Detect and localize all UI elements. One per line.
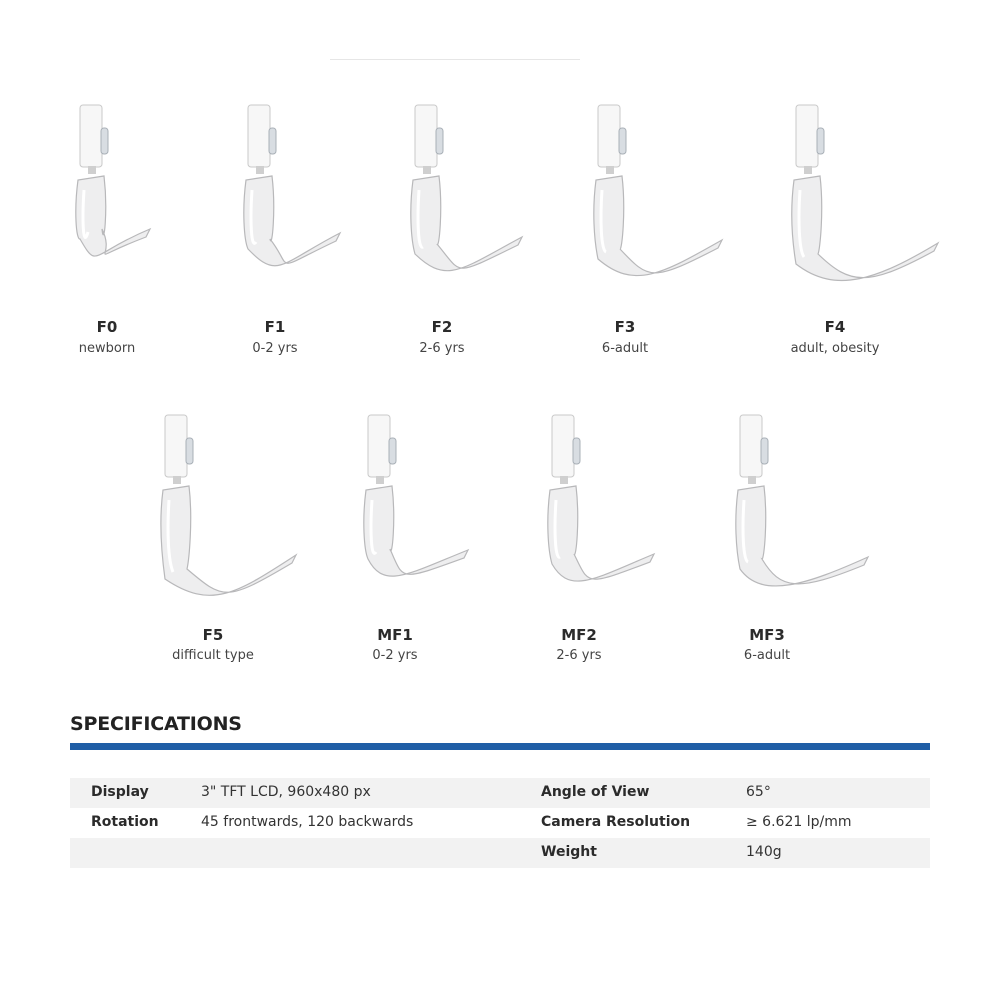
spec-label: Display (91, 784, 149, 800)
spec-label: Weight (541, 844, 597, 860)
blade-size-name: MF1 (377, 626, 413, 644)
blade-size-description: 2-6 yrs (419, 341, 465, 356)
specifications-accent-bar (70, 743, 930, 750)
blade-size-description: adult, obesity (790, 341, 880, 356)
blade-size-description: newborn (78, 341, 136, 356)
blade-size-name: MF3 (749, 626, 785, 644)
blade-size-description: difficult type (172, 648, 254, 663)
laryngoscope-blade-image (542, 410, 674, 620)
spec-row (70, 808, 930, 838)
laryngoscope-blade-image (358, 410, 488, 620)
spec-value: 3" TFT LCD, 960x480 px (201, 784, 371, 800)
spec-label: Angle of View (541, 784, 650, 800)
spec-value: ≥ 6.621 lp/mm (746, 814, 852, 830)
laryngoscope-blade-image (786, 100, 958, 310)
blade-size-name: F2 (431, 318, 453, 336)
spec-value: 65° (746, 784, 771, 800)
spec-row (70, 778, 930, 808)
blade-size-name: F0 (96, 318, 118, 336)
blade-size-description: 0-2 yrs (372, 648, 418, 663)
blade-size-description: 6-adult (743, 648, 791, 663)
laryngoscope-blade-image (588, 100, 742, 310)
spec-value: 140g (746, 844, 782, 860)
blade-size-name: F4 (824, 318, 846, 336)
blade-size-name: F1 (264, 318, 286, 336)
laryngoscope-blade-image (155, 410, 316, 620)
top-divider (330, 59, 580, 60)
laryngoscope-blade-image (238, 100, 360, 310)
blade-size-description: 2-6 yrs (556, 648, 602, 663)
spec-value: 45 frontwards, 120 backwards (201, 814, 414, 830)
blade-size-description: 0-2 yrs (252, 341, 298, 356)
laryngoscope-blade-image (730, 410, 888, 620)
blade-size-description: 6-adult (601, 341, 649, 356)
laryngoscope-blade-image (70, 100, 170, 310)
specifications-table (70, 778, 930, 868)
laryngoscope-blade-image (405, 100, 542, 310)
blade-size-name: F5 (202, 626, 224, 644)
blade-size-name: MF2 (561, 626, 597, 644)
spec-row (70, 838, 930, 868)
spec-label: Rotation (91, 814, 159, 830)
spec-label: Camera Resolution (541, 814, 691, 830)
blade-size-name: F3 (614, 318, 636, 336)
specifications-title: SPECIFICATIONS (70, 713, 242, 735)
